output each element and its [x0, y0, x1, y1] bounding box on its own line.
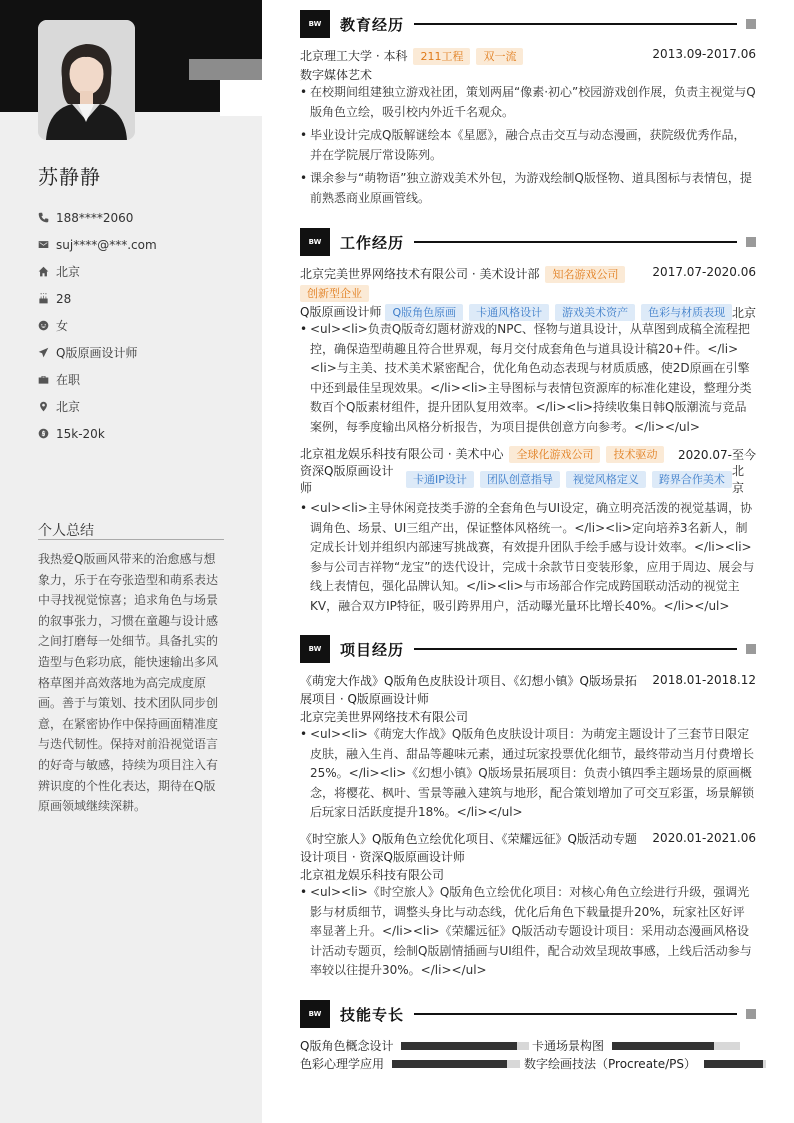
section-rule	[414, 23, 737, 25]
job-description	[300, 320, 756, 442]
home-icon	[38, 265, 56, 279]
company-tag: 知名游戏公司	[545, 266, 625, 283]
section-title: 项目经历	[340, 640, 405, 659]
section-badge: BW	[300, 10, 330, 38]
section-square	[746, 644, 756, 654]
school-tag: 211工程	[413, 48, 470, 65]
section-rule	[414, 648, 737, 650]
skill-bar-fill	[704, 1060, 763, 1068]
sidebar	[0, 0, 262, 1123]
list-item: • 在校期间组建独立游戏社团，策划两届“像素·初心”校园游戏创作展，负责主视觉与Q版角色立绘，吸引校内外近千名观众。	[300, 83, 756, 122]
job-role: Q版原画设计师	[300, 305, 382, 319]
section-title: 教育经历	[340, 15, 405, 34]
summary-text: 我热爱Q版画风带来的治愈感与想象力，乐于在夸张造型和萌系表达中寻找视觉惊喜；追求角色与场景的叙事张力，习惯在童趣与设计感之间打磨每一处细节。具备扎实的造型与色彩功底，能快速输出多风格草图并高效落地为高完成度原画。善于与策划、技术团队同步创意，在紧密协作中保持画面精准度与迭代韧性。保持对前沿视觉语言的好奇与敏感，持续为项目注入有辨识度的个性化表达，期待在Q版原画领域继续深耕。	[38, 552, 219, 814]
info-status: 在职	[38, 366, 248, 393]
list-item: • <ul><li>《时空旅人》Q版角色立绘优化项目：对核心角色立绘进行升级，强调光影与材质细节，调整头身比与动态线，优化后角色下载量提升20%，玩家社区好评率显著上升。</li><li>《荣耀远征》Q版活动专题设计项目：采用动态漫画风格设计活动专题页，绘制Q版剧情插画与UI组件，配合动效呈现故事感，上线后活动参与率较以往提升30%。</li></ul>	[300, 883, 756, 981]
skill-bar-fill	[392, 1060, 507, 1068]
info-residence: 北京	[38, 258, 248, 285]
gender-icon	[38, 319, 56, 333]
skill-item	[524, 1055, 766, 1072]
summary-title: 个人总结	[38, 523, 94, 539]
list-item: • <ul><li>负责Q版奇幻题材游戏的NPC、怪物与道具设计，从草图到成稿全流程把控，确保造型萌趣且符合世界观，每月交付成套角色与道具设计稿20+件。</li><li>与主美、技术美术紧密配合，优化角色动态表现与材质质感，使2D原画在引擎中还到最佳呈现效果。</li><li>主导图标与表情包资源库的标准化建设，整理分类数百个Q版素材组件，提升团队复用效率。</li><li>持续收集日韩Q版潮流与竞品案例，每季度输出风格分析报告，为项目提供创意方向参考。</li></ul>	[300, 320, 756, 438]
project-company: 北京祖龙娱乐科技有限公司	[300, 868, 445, 882]
education-date: 2013.09-2017.06	[652, 47, 756, 61]
section-title: 技能专长	[340, 1005, 405, 1024]
section-title: 工作经历	[340, 233, 405, 252]
section-skills-header	[300, 1000, 756, 1028]
info-location: 北京	[38, 393, 248, 420]
list-item: • <ul><li>《萌宠大作战》Q版角色皮肤设计项目：为萌宠主题设计了三套节日限定皮肤，融入生肖、甜品等趣味元素，通过玩家投票优化细节，最终带动当月付费增长25%。</li><li>《幻想小镇》Q版场景拓展项目：负责小镇四季主题场景的原画概念，将樱花、枫叶、雪景等融入建筑与地形，配合策划增加了可交互彩蛋，场景解锁后玩家日活跃度提升18%。</li></ul>	[300, 725, 756, 823]
skill-bar-fill	[401, 1042, 516, 1050]
info-position: Q版原画设计师	[38, 339, 248, 366]
list-item: • 毕业设计完成Q版解谜绘本《星愿》，融合点击交互与动态漫画，获院级优秀作品，并在学院展厅常设陈列。	[300, 126, 756, 165]
info-salary: 15k-20k	[38, 420, 248, 447]
skill-name: Q版角色概念设计	[300, 1039, 394, 1053]
skill-name: 色彩心理学应用	[300, 1057, 385, 1071]
info-age: 28	[38, 285, 248, 312]
send-icon	[38, 346, 56, 360]
salary-icon	[38, 427, 56, 441]
company-tag: 技术驱动	[606, 446, 664, 463]
skill-name: 数字绘画技法（Procreate/PS）	[524, 1057, 697, 1071]
skill-tag: 游戏美术资产	[555, 304, 635, 321]
education-major: 数字媒体艺术	[300, 68, 373, 82]
skill-bar	[612, 1042, 740, 1050]
job-city: 北京	[731, 306, 756, 320]
job-role-row	[300, 303, 756, 321]
section-projects-header	[300, 635, 756, 663]
project-description	[300, 883, 756, 985]
job-skill-row	[402, 471, 732, 488]
job-tag-row	[300, 285, 756, 302]
avatar	[38, 20, 135, 140]
project-description	[300, 725, 756, 827]
project-date: 2020.01-2021.06	[652, 831, 756, 845]
job-company: 北京祖龙娱乐科技有限公司 · 美术中心	[300, 447, 504, 461]
section-rule	[414, 241, 737, 243]
skill-bar	[392, 1060, 520, 1068]
summary-divider	[38, 539, 224, 540]
section-square	[746, 1009, 756, 1019]
job-date: 2020.07-至今	[678, 448, 756, 462]
company-tag: 创新型企业	[300, 285, 369, 302]
section-work-header	[300, 228, 756, 256]
skill-bar	[704, 1060, 766, 1068]
job-company: 北京完美世界网络技术有限公司 · 美术设计部	[300, 267, 540, 281]
job-date: 2017.07-2020.06	[652, 265, 756, 279]
skill-item	[532, 1037, 740, 1054]
skill-item	[300, 1055, 520, 1072]
info-email: suj****@***.com	[38, 231, 248, 258]
education-bullets	[300, 83, 756, 213]
sidebar-accent-block	[189, 59, 262, 80]
skill-item	[300, 1037, 529, 1054]
section-badge: BW	[300, 635, 330, 663]
phone-icon	[38, 211, 56, 225]
skill-tag: 卡通风格设计	[469, 304, 549, 321]
school-name: 北京理工大学 · 本科	[300, 49, 408, 63]
job-description	[300, 499, 756, 621]
skill-tag: 色彩与材质表现	[641, 304, 732, 321]
company-tag: 全球化游戏公司	[509, 446, 600, 463]
section-square	[746, 19, 756, 29]
job-role: 资深Q版原画设计师	[300, 464, 394, 495]
job-city: 北京	[732, 464, 745, 495]
briefcase-icon	[38, 373, 56, 387]
info-gender: 女	[38, 312, 248, 339]
candidate-name: 苏静静	[38, 165, 101, 189]
project-date: 2018.01-2018.12	[652, 673, 756, 687]
info-phone: 188****2060	[38, 204, 248, 231]
skill-tag: Q版角色原画	[385, 304, 463, 321]
section-square	[746, 237, 756, 247]
skill-bar	[401, 1042, 529, 1050]
section-education-header	[300, 10, 756, 38]
email-icon	[38, 238, 56, 252]
skill-name: 卡通场景构图	[532, 1039, 605, 1053]
school-tag: 双一流	[476, 48, 523, 65]
list-item: • <ul><li>主导休闲竞技类手游的全套角色与UI设定，确立明亮活泼的视觉基调，协调角色、场景、UI三组产出，保证整体风格统一。</li><li>定向培养3名新人，制定成长计划并组织内部速写挑战赛，有效提升团队手绘手感与设计效率。</li><li>参与公司吉祥物“龙宝”的迭代设计，完成十余款节日变装形象，应用于周边、展会与线上表情包，强化品牌认知。</li><li>与市场部合作完成跨国联动活动的视觉主KV，融合双方IP特征，吸引跨界用户，活动曝光量环比增长40%。</li></ul>	[300, 499, 756, 617]
contact-info-list	[38, 204, 248, 447]
skill-tag: 视觉风格定义	[566, 471, 646, 488]
skill-tag: 跨界合作美术	[652, 471, 732, 488]
project-name: 《萌宠大作战》Q版角色皮肤设计项目、《幻想小镇》Q版场景拓展项目 · Q版原画设计师	[300, 674, 637, 706]
section-badge: BW	[300, 1000, 330, 1028]
sidebar-accent-block	[220, 80, 262, 116]
project-name: 《时空旅人》Q版角色立绘优化项目、《荣耀远征》Q版活动专题设计项目 · 资深Q版原画设计师	[300, 832, 637, 864]
section-rule	[414, 1013, 737, 1015]
cake-icon	[38, 292, 56, 306]
section-badge: BW	[300, 228, 330, 256]
project-company: 北京完美世界网络技术有限公司	[300, 710, 469, 724]
skill-bar-fill	[612, 1042, 714, 1050]
skill-tag: 卡通IP设计	[406, 471, 474, 488]
skill-tag: 团队创意指导	[480, 471, 560, 488]
list-item: • 课余参与“萌物语”独立游戏美术外包，为游戏绘制Q版怪物、道具图标与表情包，提前熟悉商业原画管线。	[300, 169, 756, 208]
location-icon	[38, 400, 56, 414]
